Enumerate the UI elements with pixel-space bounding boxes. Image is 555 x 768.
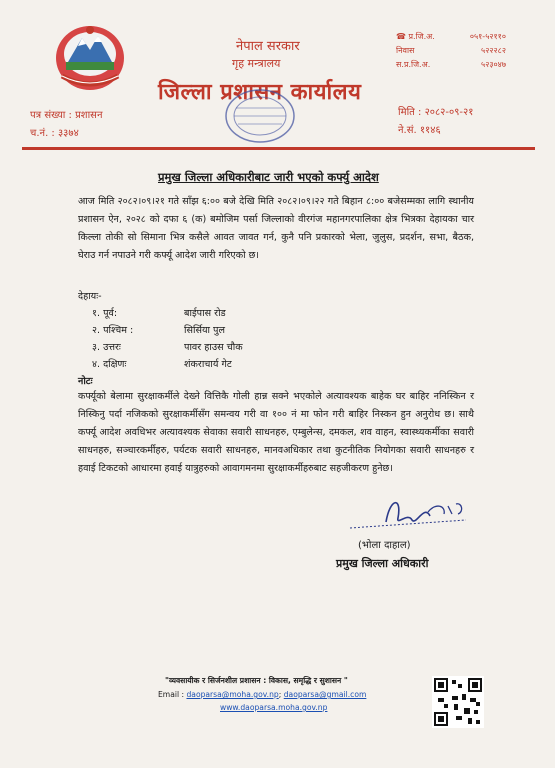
- email-separator: ;: [278, 690, 284, 699]
- email-line: [158, 690, 366, 699]
- dispatch-number: च.नं. : ३३७४: [30, 128, 79, 139]
- boundary-place: सिर्सिया पुल: [184, 325, 225, 336]
- boundary-direction: ४. दक्षिणः: [92, 359, 127, 370]
- email-link-primary[interactable]: daoparsa@moha.gov.np: [186, 690, 279, 699]
- contact-row: [396, 44, 506, 58]
- letter-date: मिति : २०८२-०९-२१: [398, 107, 474, 118]
- contact-row: [396, 30, 506, 44]
- handwritten-signature: [346, 492, 476, 534]
- boundary-item: [92, 356, 232, 374]
- boundaries-label: देहायः-: [78, 291, 102, 302]
- office-seal-stamp: [212, 86, 308, 146]
- contact-label: ☎ प्र.जि.अ.: [396, 32, 435, 41]
- order-paragraph: आज मिति २०८२।०९।२१ गते साँझ ६:०० बजे देखि मिति २०८२।०९।२२ गते बिहान ८:०० बजेसम्मका लागि स्थानीय प्रशासन ऐन, २०२८ को दफा ६ (क) बमोजिम पर्सा जिल्लाको वीरगंज महानगरपालिका क्षेत्र भित्रका देहायका चार किल्ला तोकी सो सिमाना भित्र कसैले आवत जावत गर्न, कुनै पनि प्रकारको भेला, जुलुस, प्रदर्शन, सभा, बैठक, घेराउ गर्न नपाउने गरी कर्फ्यू आदेश जारी गरिएको छ।: [78, 196, 474, 261]
- email-label: Email :: [158, 690, 187, 699]
- contact-block: [396, 30, 506, 72]
- website-link[interactable]: www.daoparsa.moha.gov.np: [220, 703, 328, 712]
- boundary-item: [92, 322, 225, 340]
- letter-number: पत्र संख्या : प्रशासन: [30, 110, 103, 121]
- boundary-item: [92, 305, 226, 323]
- ministry-name: गृह मन्त्रालय: [232, 57, 281, 70]
- note-label: नोटः: [78, 376, 93, 387]
- nepal-samvat: ने.सं. ११४६: [398, 125, 441, 136]
- nepal-emblem-icon: [52, 22, 128, 94]
- note-paragraph: कर्फ्यूको बेलामा सुरक्षाकर्मीले देख्ने वित्तिकै गोली हान्न सक्ने भएकोले अत्यावश्यक बाहेक घर बाहिर ननिस्किन र निस्किनु पर्दा नजिकको सुरक्षाकर्मीसँग समन्वय गरी वा १०० नं मा फोन गरी बाहिर निस्कन हुन अनुरोध छ। साथै कर्फ्यू आदेश अवधिभर अत्यावश्यक सेवाका सवारी साधनहरु, एम्बुलेन्स, दमकल, शव वाहन, स्वास्थ्यकर्मीका सवारी साधनहरु, सञ्चारकर्मीहरु, पर्यटक सवारी साधनहरु, मानवअधिकार तथा कुटनीतिक नियोगका सवारी साधनहरु र हवाई टिकटको आधारमा हवाई यात्रुहरुको आवागमनमा सुरक्षाकर्मीहरुबाट सहजीकरण हुनेछ।: [78, 391, 474, 474]
- signatory-name: (भोला दाहाल): [358, 540, 411, 551]
- reference-block: [30, 107, 103, 143]
- boundary-direction: २. पश्चिम :: [92, 325, 134, 336]
- website-line: [220, 703, 327, 712]
- boundary-direction: ३. उत्तरः: [92, 342, 121, 353]
- contact-value: ०५१-५२११०: [469, 32, 506, 41]
- email-link-secondary[interactable]: daoparsa@gmail.com: [283, 690, 367, 699]
- government-name: नेपाल सरकार: [236, 39, 300, 54]
- contact-value: ५२३०४७: [481, 60, 506, 69]
- office-motto: "व्यवसायीक र सिर्जनशील प्रशासन : विकास, समृद्धि र सुशासन ": [165, 676, 348, 685]
- qr-code-icon: [432, 676, 484, 728]
- boundary-item: [92, 339, 243, 357]
- contact-label: स.प्र.जि.अ.: [396, 60, 431, 69]
- boundary-place: बाईपास रोड: [184, 308, 226, 319]
- office-name: जिल्ला प्रशासन कार्यालय: [158, 80, 362, 105]
- boundary-place: पावर हाउस चौक: [184, 342, 243, 353]
- order-title: प्रमुख जिल्ला अधिकारीबाट जारी भएको कर्फ्यु आदेश: [158, 170, 379, 184]
- contact-row: [396, 58, 506, 72]
- contact-label: निवास: [396, 46, 415, 55]
- boundary-place: शंकराचार्य गेट: [184, 359, 232, 370]
- contact-value: ५२२२८२: [481, 46, 506, 55]
- letterhead-divider: [22, 147, 535, 150]
- boundary-direction: १. पूर्व:: [92, 308, 118, 319]
- signatory-title: प्रमुख जिल्ला अधिकारी: [336, 557, 429, 570]
- date-block: [398, 104, 473, 140]
